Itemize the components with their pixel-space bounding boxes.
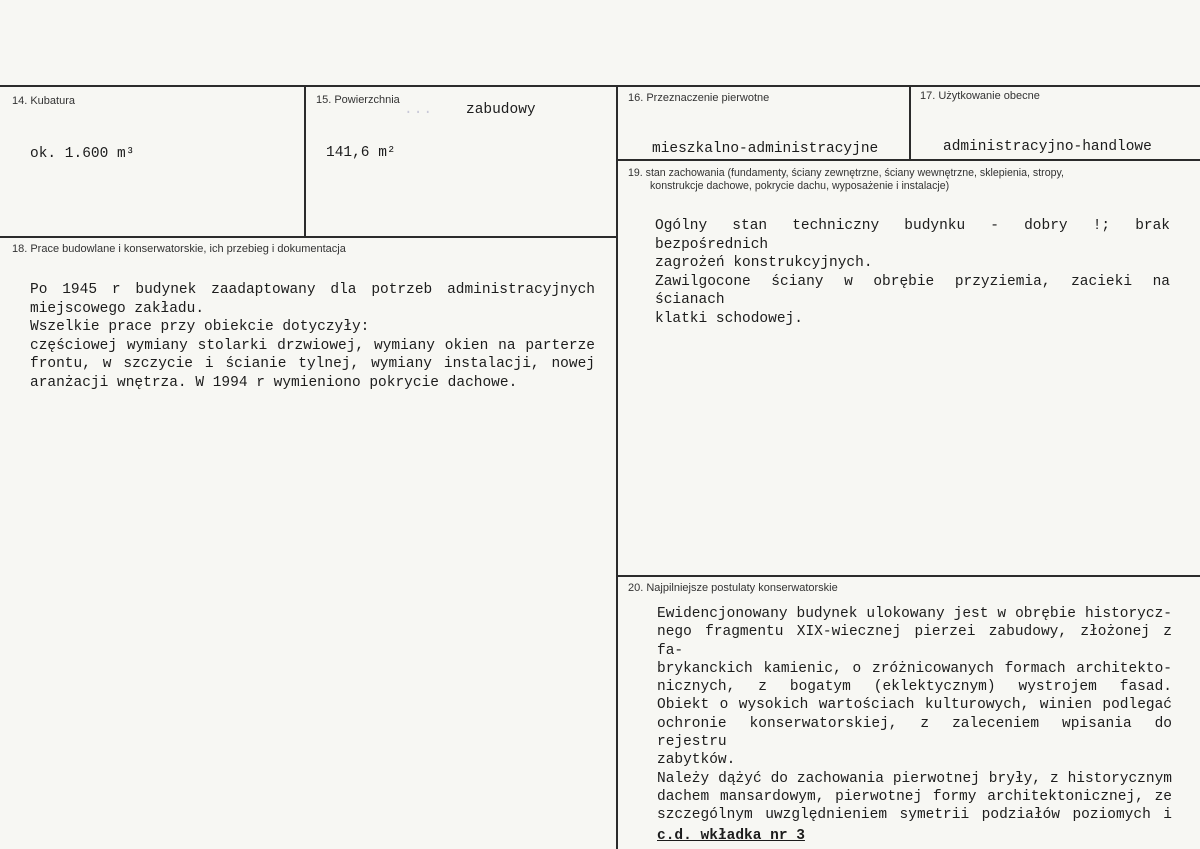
field-19-line: Ogólny stan techniczny budynku - dobry !; brak bezpośrednich — [655, 218, 1170, 253]
field-15-suffix: zabudowy — [466, 102, 536, 118]
field-20-line: dachem mansardowym, pierwotnej formy architektonicznej, ze — [657, 788, 1172, 805]
field-17-label: 17. Użytkowanie obecne — [920, 90, 1040, 102]
divider-14-15 — [304, 85, 306, 237]
field-17-value: administracyjno-handlowe — [943, 139, 1152, 155]
field-18-line: miejscowego zakładu. — [30, 300, 205, 317]
field-20-line: zabytków. — [657, 752, 736, 769]
row1-divider-left — [0, 236, 618, 238]
field-20-line: ochronie konserwatorskiej, z zaleceniem wpisania do rejestru — [657, 715, 1172, 751]
field-20-line: Należy dążyć do zachowania pierwotnej bryły, z historycznym — [657, 770, 1172, 787]
field-15-value: 141,6 m² — [326, 145, 396, 161]
field-20-line: brykanckich kamienic, o zróżnicowanych formach architekto- — [657, 660, 1172, 677]
field-19-line: klatki schodowej. — [655, 310, 803, 327]
field-20-line: nego fragmentu XIX-wiecznej pierzei zabudowy, złożonej z fa- — [657, 624, 1172, 659]
field-20-label: 20. Najpilniejsze postulaty konserwatorskie — [628, 582, 838, 594]
field-14-value: ok. 1.600 m³ — [30, 146, 135, 162]
field-19-label-line2: konstrukcje dachowe, pokrycie dachu, wyposażenie i instalacje) — [650, 180, 950, 192]
field-18-line: Po 1945 r budynek zaadaptowany dla potrzeb administracyjnych — [30, 282, 595, 298]
field-20-text — [657, 605, 1172, 845]
row2-divider-right — [618, 575, 1200, 577]
field-15-label: 15. Powierzchnia — [316, 94, 400, 106]
field-20-line: Ewidencjonowany budynek ulokowany jest w obrębie historycz- — [657, 606, 1172, 622]
field-18-text — [30, 281, 595, 392]
divider-16-17 — [909, 85, 911, 160]
field-20-line: szczególnym uwzględnieniem symetrii podziałów poziomych i — [657, 807, 1172, 824]
field-20-line: nicznych, z bogatym (eklektycznym) wystrojem fasad. — [657, 679, 1172, 696]
field-15-faded-text: ... — [404, 102, 434, 118]
field-19-text — [655, 217, 1170, 328]
field-18-line: częściowej wymiany stolarki drzwiowej, wymiany okien na parterze — [30, 337, 595, 354]
top-border-line — [0, 85, 1200, 87]
field-14-label: 14. Kubatura — [12, 95, 75, 107]
center-divider — [616, 85, 618, 849]
field-20-line: Obiekt o wysokich wartościach kulturowych, winien podlegać — [657, 697, 1172, 714]
field-19-label-line1: 19. stan zachowania (fundamenty, ściany zewnętrzne, ściany wewnętrzne, sklepienia, stropy, — [628, 167, 1064, 179]
field-19-line: Zawilgocone ściany w obrębie przyziemia, zacieki na ścianach — [655, 273, 1170, 308]
field-16-label: 16. Przeznaczenie pierwotne — [628, 92, 770, 104]
continuation-note: c.d. wkładka nr 3 — [657, 827, 805, 844]
field-18-label: 18. Prace budowlane i konserwatorskie, ich przebieg i dokumentacja — [12, 243, 346, 255]
field-18-line: aranżacji wnętrza. W 1994 r wymieniono pokrycie dachowe. — [30, 374, 518, 391]
field-19-line: zagrożeń konstrukcyjnych. — [655, 255, 873, 271]
field-18-line: frontu, w szczycie i ścianie tylnej, wymiany instalacji, nowej — [30, 356, 595, 372]
field-16-value: mieszkalno-administracyjne — [652, 141, 879, 157]
field-18-line: Wszelkie prace przy obiekcie dotyczyły: — [30, 319, 370, 335]
